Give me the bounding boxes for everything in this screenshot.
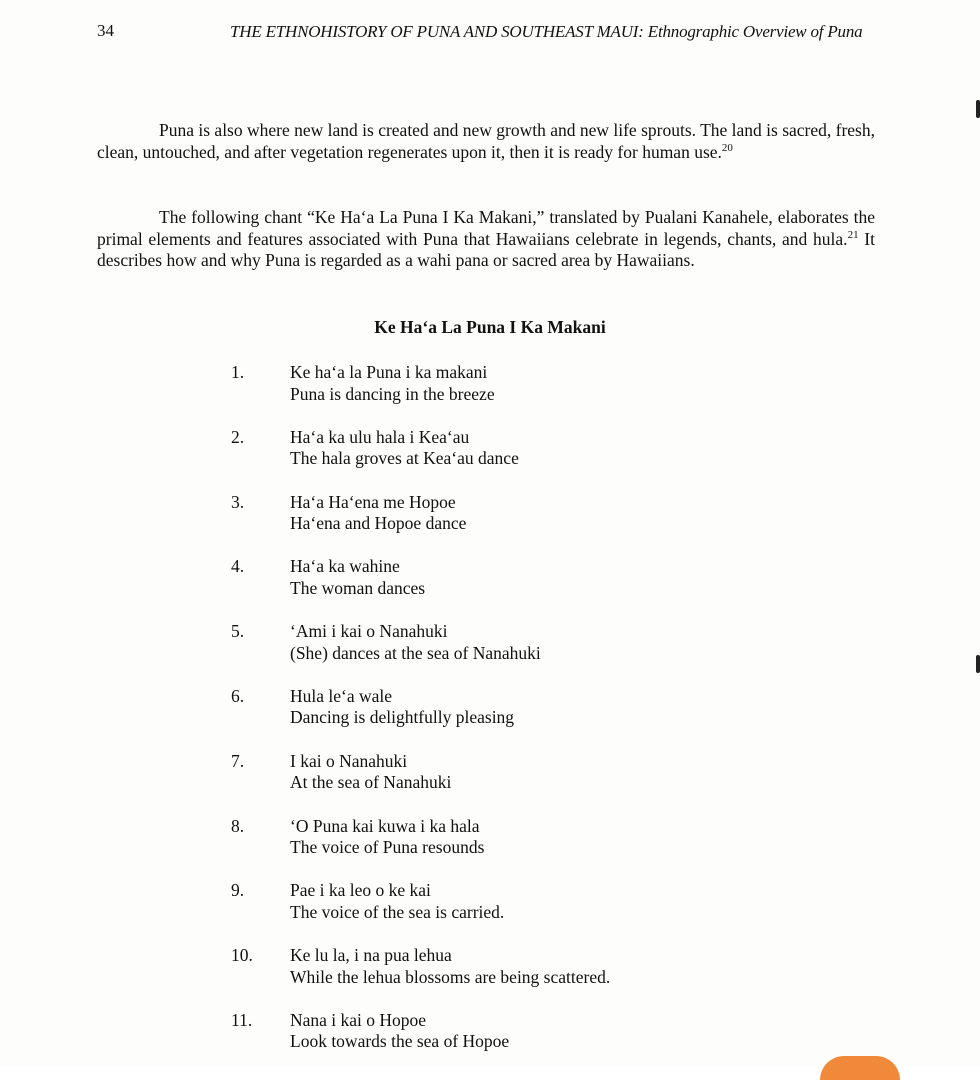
verse-hawaiian-line: Ha‘a Ha‘ena me Hopoe [290,491,456,512]
verse-number: 2. [231,426,245,447]
chant-verse [0,686,980,751]
scan-edge-mark [976,655,980,673]
verse-number: 9. [231,880,245,901]
verse-number: 7. [231,750,245,771]
verse-english-line: Puna is dancing in the breeze [290,383,495,404]
verse-english-line: The hala groves at Kea‘au dance [290,448,519,469]
chant-verse [0,556,980,621]
paragraph-2-text: The following chant “Ke Ha‘a La Puna I Ka Makani,” translated by Pualani Kanahele, elaborates the primal elements and features associated with Puna that Hawaiians celebrate in legends, chants, and hula. [97,207,875,249]
verse-english-line: At the sea of Nanahuki [290,772,452,793]
scan-corner-artifact [820,1056,900,1080]
chant-verse [0,492,980,557]
verse-lines [290,362,495,405]
footnote-ref-20[interactable]: 20 [721,141,733,154]
verse-number: 3. [231,491,245,512]
verse-number: 1. [231,362,245,382]
chant-verse [0,816,980,881]
verse-hawaiian-line: Hula le‘a wale [290,685,393,706]
verse-hawaiian-line: ‘O Puna kai kuwa i ka hala [290,815,480,836]
scan-edge-mark [976,100,980,118]
running-title: THE ETHNOHISTORY OF PUNA AND SOUTHEAST MAUI: Ethnographic Overview of Puna [230,22,863,41]
verse-lines [290,427,519,470]
verse-english-line: (She) dances at the sea of Nanahuki [290,642,541,663]
footnote-ref-21[interactable]: 21 [847,228,859,241]
verse-lines [290,556,425,599]
chant-verse [0,751,980,816]
verse-hawaiian-line: Ke lu la, i na pua lehua [290,945,452,966]
verse-number: 4. [231,556,245,577]
chant-title: Ke Ha‘a La Puna I Ka Makani [374,317,606,337]
chant-verse-list [0,362,980,1075]
verse-hawaiian-line: Pae i ka leo o ke kai [290,880,431,901]
verse-english-line: Dancing is delightfully pleasing [290,707,515,728]
verse-lines [290,816,484,859]
verse-lines [290,751,451,794]
verse-lines [290,686,514,729]
verse-number: 5. [231,621,245,642]
verse-number: 6. [231,685,245,706]
verse-hawaiian-line: Ke ha‘a la Puna i ka makani [290,362,488,382]
chant-verse [0,427,980,492]
verse-english-line: The woman dances [290,577,426,598]
chant-verse [0,621,980,686]
chant-verse [0,362,980,427]
verse-lines [290,1010,509,1053]
verse-english-line: The voice of the sea is carried. [290,901,505,922]
verse-lines [290,945,610,988]
verse-english-line: Ha‘ena and Hopoe dance [290,513,467,534]
verse-lines [290,880,504,923]
verse-lines [290,621,541,664]
verse-hawaiian-line: ‘Ami i kai o Nanahuki [290,621,448,642]
verse-hawaiian-line: Nana i kai o Hopoe [290,1009,427,1030]
chant-verse [0,880,980,945]
verse-english-line: Look towards the sea of Hopoe [290,1031,510,1052]
body-paragraph-2 [97,207,875,272]
verse-number: 11. [231,1009,253,1030]
page-number: 34 [97,21,114,40]
paragraph-2-text-after: It describes how and why Puna is regarded as a wahi pana or sacred area by Hawaiians. [97,228,875,270]
verse-number: 8. [231,815,245,836]
paragraph-1-text: Puna is also where new land is created and new growth and new life sprouts. The land is sacred, fresh, clean, untouched, and after vegetation regenerates upon it, then it is ready for human use. [97,120,875,162]
verse-hawaiian-line: Ha‘a ka wahine [290,556,400,577]
verse-english-line: The voice of Puna resounds [290,837,485,858]
verse-hawaiian-line: I kai o Nanahuki [290,750,408,771]
verse-hawaiian-line: Ha‘a ka ulu hala i Kea‘au [290,426,470,447]
verse-english-line: While the lehua blossoms are being scattered. [290,966,611,987]
body-paragraph-1 [97,120,875,163]
verse-lines [290,492,466,535]
verse-number: 10. [231,945,253,966]
chant-verse [0,945,980,1010]
